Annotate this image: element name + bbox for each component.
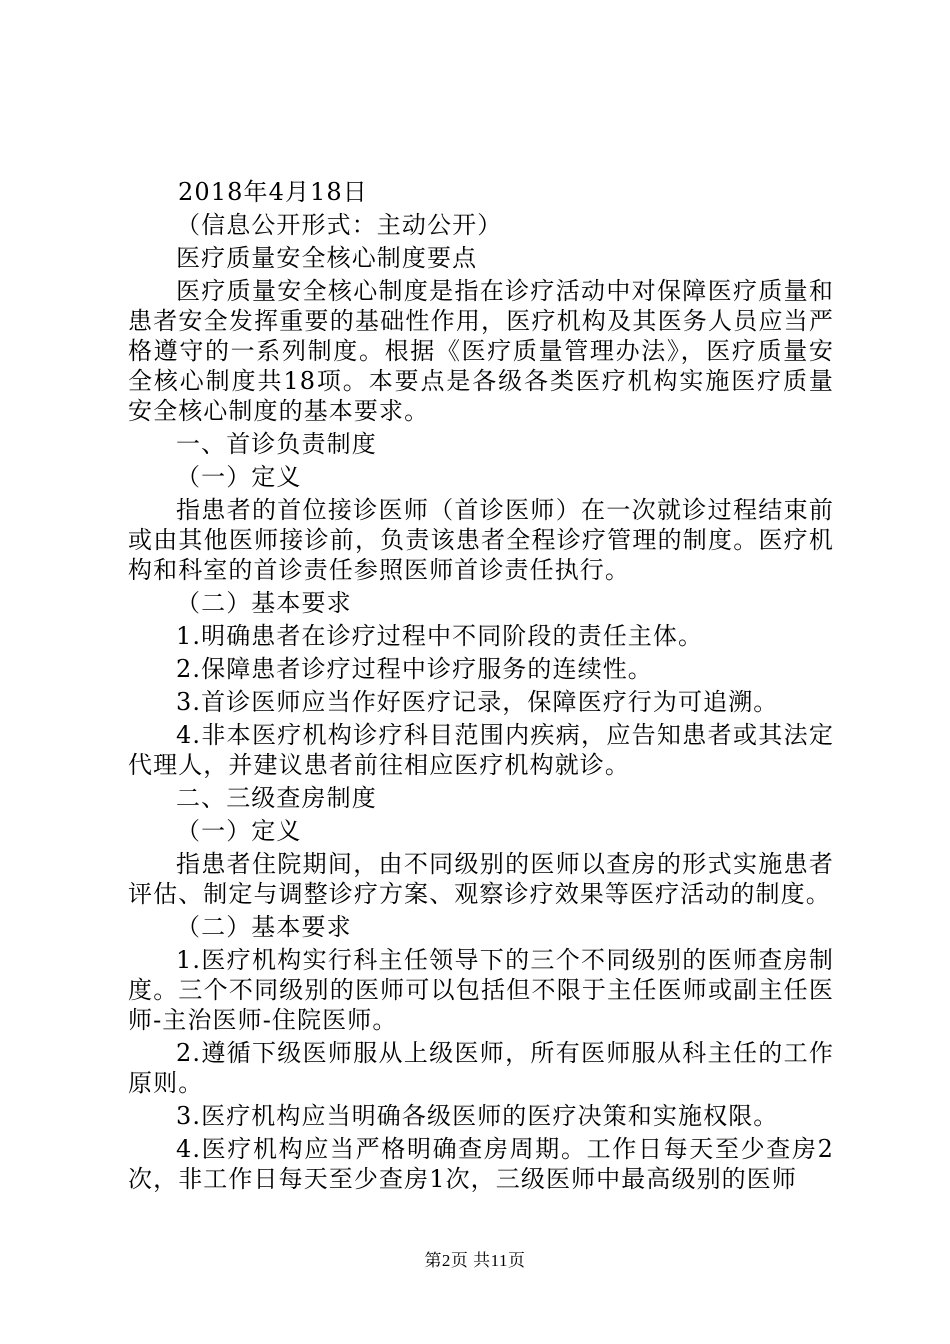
requirement-item: 4.医疗机构应当严格明确查房周期。工作日每天至少查房2次，非工作日每天至少查房1次，三级医师中最高级别的医师: [128, 1135, 834, 1193]
document-title: 医疗质量安全核心制度要点: [176, 244, 478, 272]
section-heading-2: 二、三级查房制度: [176, 784, 377, 812]
section-heading-1: 一、首诊负责制度: [176, 430, 377, 458]
requirement-item: 3.医疗机构应当明确各级医师的医疗决策和实施权限。: [176, 1102, 779, 1130]
page-number: 第2页 共11页: [424, 1251, 526, 1270]
requirement-item: 1.明确患者在诊疗过程中不同阶段的责任主体。: [176, 622, 704, 650]
requirement-item: 2.保障患者诊疗过程中诊疗服务的连续性。: [176, 655, 653, 683]
publish-date: 2018年4月18日: [178, 178, 368, 206]
definition-paragraph: 指患者住院期间，由不同级别的医师以查房的形式实施患者评估、制定与调整诊疗方案、观察诊疗效果等医疗活动的制度。: [128, 850, 834, 908]
requirement-item: 1.医疗机构实行科主任领导下的三个不同级别的医师查房制度。三个不同级别的医师可以包括但不限于主任医师或副主任医师-主治医师-住院医师。: [128, 946, 834, 1034]
subsection-heading-definition: （一）定义: [176, 817, 302, 845]
requirement-item: 2.遵循下级医师服从上级医师，所有医师服从科主任的工作原则。: [128, 1039, 834, 1097]
document-body: [128, 177, 834, 1197]
intro-paragraph: 医疗质量安全核心制度是指在诊疗活动中对保障医疗质量和患者安全发挥重要的基础性作用，医疗机构及其医务人员应当严格遵守的一系列制度。根据《医疗质量管理办法》，医疗质量安全核心制度共18项。本要点是各级各类医疗机构实施医疗质量安全核心制度的基本要求。: [128, 277, 834, 425]
requirement-item: 4.非本医疗机构诊疗科目范围内疾病，应告知患者或其法定代理人，并建议患者前往相应医疗机构就诊。: [128, 721, 834, 779]
definition-paragraph: 指患者的首位接诊医师（首诊医师）在一次就诊过程结束前或由其他医师接诊前，负责该患者全程诊疗管理的制度。医疗机构和科室的首诊责任参照医师首诊责任执行。: [128, 496, 834, 584]
subsection-heading-definition: （一）定义: [176, 463, 302, 491]
disclosure-form: （信息公开形式：主动公开）: [176, 211, 503, 239]
requirement-item: 3.首诊医师应当作好医疗记录，保障医疗行为可追溯。: [176, 688, 779, 716]
subsection-heading-requirements: （二）基本要求: [176, 913, 352, 941]
subsection-heading-requirements: （二）基本要求: [176, 589, 352, 617]
